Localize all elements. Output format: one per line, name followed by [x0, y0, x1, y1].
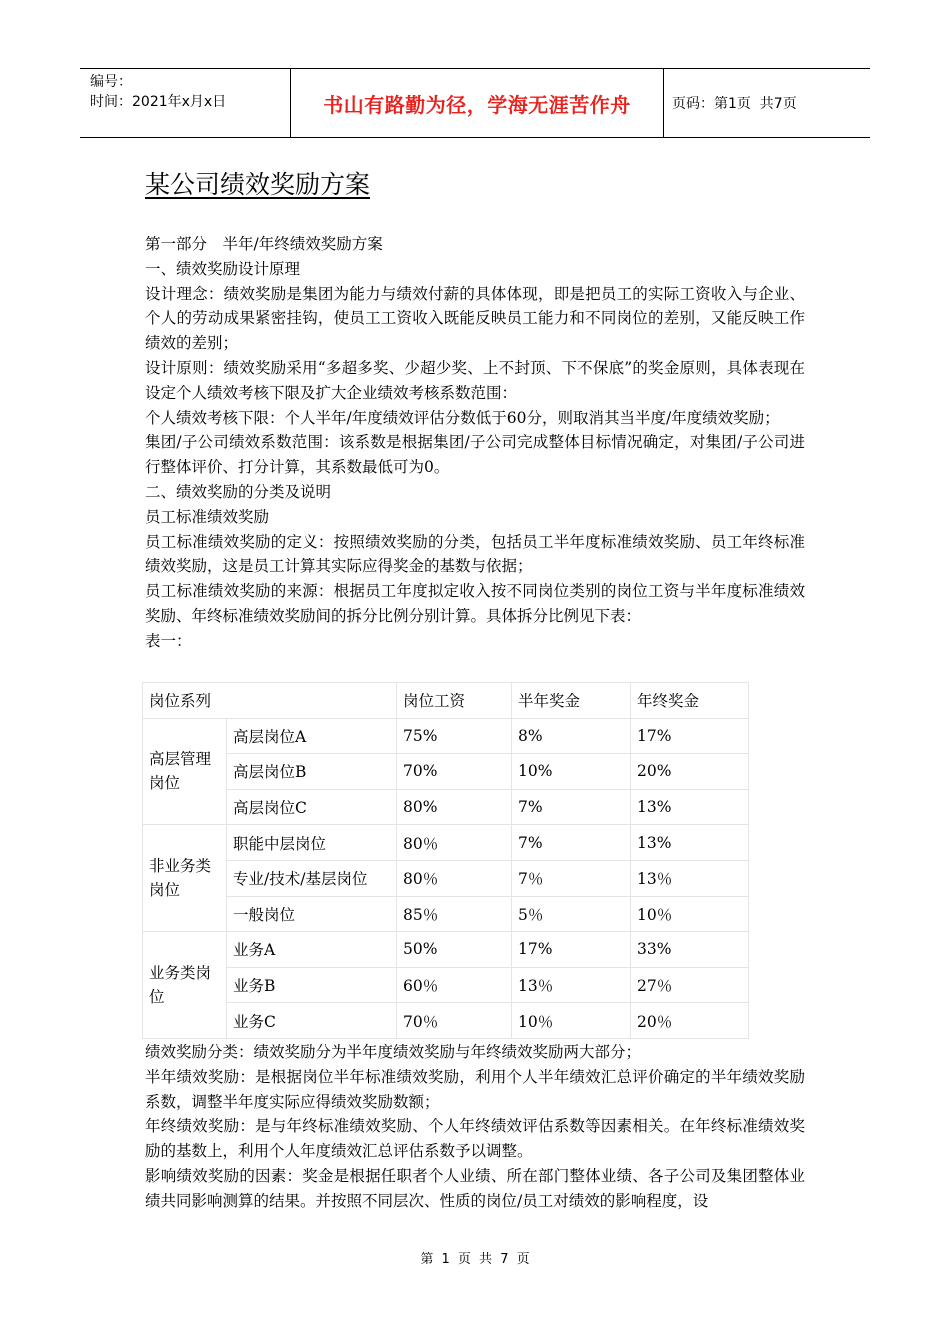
document-date: 时间：2021年x月x日 — [90, 94, 227, 110]
paragraph: 设计理念：绩效奖励是集团为能力与绩效付薪的具体体现，即是把员工的实际工资收入与企业、个人的劳动成果紧密挂钩，使员工工资收入既能反映员工能力和不同岗位的差别，又能反映工作绩效的差别； — [145, 284, 805, 353]
paragraph: 个人绩效考核下限：个人半年/年度绩效评估分数低于60分，则取消其当半度/年度绩效奖励； — [145, 408, 780, 427]
table-cell: 10% — [512, 754, 631, 790]
header-meta — [80, 69, 291, 137]
table-cell: 13％ — [631, 860, 749, 896]
paragraph: 年终绩效奖励：是与年终标准绩效奖励、个人年终绩效评估系数等因素相关。在年终标准绩效奖励的基数上，利用个人年度绩效汇总评估系数予以调整。 — [145, 1117, 805, 1161]
paragraph: 半年绩效奖励：是根据岗位半年标准绩效奖励，利用个人半年绩效汇总评价确定的半年绩效奖励系数，调整半年度实际应得绩效奖励数额； — [145, 1067, 805, 1111]
group-cell: 非业务类岗位 — [143, 825, 227, 932]
header-motto: 书山有路勤为径，学海无涯苦作舟 — [291, 69, 664, 137]
body-text-bottom — [145, 1040, 805, 1214]
header-cell: 年终奖金 — [631, 683, 749, 719]
paragraph: 员工标准绩效奖励 — [145, 507, 270, 526]
header-cell: 岗位工资 — [397, 683, 512, 719]
table-cell: 高层岗位B — [227, 754, 397, 790]
paragraph: 员工标准绩效奖励的来源：根据员工年度拟定收入按不同岗位类别的岗位工资与半年度标准绩效奖励、年终标准绩效奖励间的拆分比例分别计算。具体拆分比例见下表： — [145, 582, 805, 625]
page-header — [80, 68, 870, 138]
table-cell: 17% — [631, 718, 749, 754]
table-cell: 10％ — [512, 1003, 631, 1039]
table-cell: 高层岗位C — [227, 789, 397, 825]
table-cell: 85％ — [397, 896, 512, 932]
table-cell: 10％ — [631, 896, 749, 932]
table-cell: 20% — [631, 754, 749, 790]
table-cell: 50% — [397, 932, 512, 968]
table-header-row — [143, 683, 749, 719]
table-cell: 业务A — [227, 932, 397, 968]
paragraph: 影响绩效奖励的因素：奖金是根据任职者个人业绩、所在部门整体业绩、各子公司及集团整体业绩共同影响测算的结果。并按照不同层次、性质的岗位/员工对绩效的影响程度，设 — [145, 1166, 805, 1210]
table-row — [143, 932, 749, 968]
table-cell: 7% — [512, 825, 631, 861]
table-cell: 业务C — [227, 1003, 397, 1039]
header-page-info — [664, 69, 870, 137]
table-cell: 5％ — [512, 896, 631, 932]
table-cell: 33% — [631, 932, 749, 968]
paragraph: 第一部分 半年/年终绩效奖励方案 — [145, 235, 383, 253]
paragraph: 员工标准绩效奖励的定义：按照绩效奖励的分类，包括员工半年度标准绩效奖励、员工年终标准绩效奖励，这是员工计算其实际应得奖金的基数与依据； — [145, 532, 805, 576]
table-cell: 7％ — [512, 860, 631, 896]
table-cell: 27％ — [631, 967, 749, 1003]
table-row — [143, 718, 749, 754]
table-cell: 职能中层岗位 — [227, 825, 397, 861]
table-cell: 高层岗位A — [227, 718, 397, 754]
table-cell: 13% — [631, 825, 749, 861]
table-cell: 17% — [512, 932, 631, 968]
header-cell: 岗位系列 — [143, 683, 397, 719]
header-cell: 半年奖金 — [512, 683, 631, 719]
table-cell: 专业/技术/基层岗位 — [227, 860, 397, 896]
salary-split-table — [142, 682, 749, 1039]
page-footer: 第 1 页 共 7 页 — [420, 1252, 530, 1267]
table-cell: 一般岗位 — [227, 896, 397, 932]
page-info-text: 页码：第1页 共7页 — [672, 96, 797, 112]
group-cell: 高层管理岗位 — [143, 718, 227, 825]
table-row — [143, 896, 749, 932]
table-cell: 70% — [397, 754, 512, 790]
table-cell: 75% — [397, 718, 512, 754]
table-cell: 70％ — [397, 1003, 512, 1039]
table-cell: 20％ — [631, 1003, 749, 1039]
table-cell: 80% — [397, 789, 512, 825]
table-cell: 7% — [512, 789, 631, 825]
table-row — [143, 1003, 749, 1039]
table-cell: 80％ — [397, 825, 512, 861]
paragraph: 二、绩效奖励的分类及说明 — [145, 482, 332, 501]
table-row — [143, 825, 749, 861]
paragraph: 设计原则：绩效奖励采用“多超多奖、少超少奖、上不封顶、下不保底”的奖金原则，具体表现在设定个人绩效考核下限及扩大企业绩效考核系数范围： — [145, 358, 805, 402]
body-text-top — [145, 232, 805, 654]
document-title: 某公司绩效奖励方案 — [145, 170, 371, 199]
paragraph: 表一： — [145, 631, 192, 650]
table-cell: 13％ — [512, 967, 631, 1003]
paragraph: 集团/子公司绩效系数范围：该系数是根据集团/子公司完成整体目标情况确定，对集团/子公司进行整体评价、打分计算，其系数最低可为0。 — [145, 433, 805, 477]
table-cell: 60％ — [397, 967, 512, 1003]
table-cell: 13% — [631, 789, 749, 825]
table-cell: 80％ — [397, 860, 512, 896]
paragraph: 一、绩效奖励设计原理 — [145, 259, 301, 278]
table-row — [143, 967, 749, 1003]
document-number-label: 编号： — [90, 74, 132, 90]
paragraph: 绩效奖励分类：绩效奖励分为半年度绩效奖励与年终绩效奖励两大部分； — [145, 1043, 642, 1061]
table-row — [143, 754, 749, 790]
group-cell: 业务类岗位 — [143, 932, 227, 1039]
table-cell: 8% — [512, 718, 631, 754]
table-cell: 业务B — [227, 967, 397, 1003]
table-row — [143, 789, 749, 825]
table-row — [143, 860, 749, 896]
